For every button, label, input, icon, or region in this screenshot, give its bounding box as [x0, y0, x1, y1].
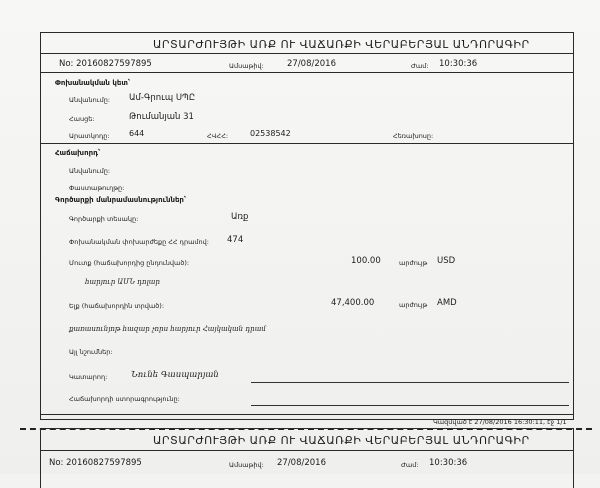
copy-time-label: Ժամ:	[401, 461, 419, 469]
point-tin-label: ՀՎՀՀ:	[207, 132, 229, 140]
copy-date-value: 27/08/2016	[277, 458, 326, 468]
client-signature-line	[251, 405, 569, 406]
date-label: Ամսաթիվ:	[229, 62, 264, 70]
notes-label: Այլ նշումներ:	[69, 348, 113, 356]
footer-divider	[41, 414, 573, 415]
amount-out-unit-label: արժույթ	[399, 301, 428, 309]
date-value: 27/08/2016	[287, 59, 336, 69]
receipt-form	[40, 32, 574, 426]
copy-time-value: 10:30:36	[429, 458, 468, 468]
client-passport-label: Փաստաթուղթը:	[69, 184, 125, 192]
copy-date-label: Ամսաթիվ:	[229, 461, 264, 469]
point-divider	[41, 143, 573, 144]
amount-in-words: հարյուր ԱՄՆ դոլար	[85, 278, 160, 286]
header-divider	[41, 72, 573, 73]
cashier-name: Նունե Գասպարյան	[131, 370, 219, 380]
receipt-form-copy	[40, 428, 574, 488]
point-name-label: Անվանումը:	[69, 96, 111, 104]
cashier-signature-line	[251, 382, 569, 383]
copy-title-divider	[41, 450, 573, 451]
copy-receipt-number: No: 20160827597895	[49, 458, 142, 468]
client-name-label: Անվանումը:	[69, 167, 111, 175]
amount-out-words: քառասունյոթ հազար չորս հարյուր Հայկական դրամ	[69, 325, 266, 333]
title-divider	[41, 53, 573, 54]
time-value: 10:30:36	[439, 59, 478, 69]
transaction-type-label: Գործարքի տեսակը:	[69, 215, 139, 223]
point-code-label: Արատկոդը:	[69, 132, 110, 140]
exchange-rate-label: Փոխանակման փոխարժեքը ՀՀ դրամով:	[69, 238, 209, 246]
point-address-label: Հասցե:	[69, 115, 95, 123]
cashier-label: Կատարող:	[69, 373, 108, 381]
amount-in-value: 100.00	[351, 256, 381, 266]
form-title: ԱՐՏԱՐԺՈՒՅԹԻ ԱՌՔ ՈՒ ՎԱՃԱՌՔԻ ՎԵՐԱԲԵՐՅԱԼ ԱՆԴՈՐԱԳԻՐ	[153, 38, 530, 51]
receipt-number: No: 20160827597895	[59, 59, 152, 69]
client-heading: Հաճախորդ՝	[55, 149, 101, 157]
amount-out-label: Ելք (հաճախորդին տրված):	[69, 302, 165, 310]
point-tin-value: 02538542	[250, 129, 291, 138]
exchange-point-heading: Փոխանակման կետ՝	[55, 79, 131, 87]
point-phone-label: Հեռախոսը:	[393, 132, 434, 140]
point-address-value: Թումանյան 31	[129, 112, 194, 122]
amount-out-value: 47,400.00	[331, 298, 375, 308]
time-label: Ժամ:	[411, 62, 429, 70]
amount-in-unit-label: արժույթ	[399, 259, 428, 267]
print-info: Կազմված է 27/08/2016 16:30:11, էջ 1/1	[433, 418, 567, 426]
transaction-type-value: Առք	[231, 212, 249, 222]
exchange-rate-value: 474	[227, 235, 244, 245]
amount-out-currency: AMD	[437, 298, 457, 308]
point-code-value: 644	[129, 129, 145, 138]
amount-in-currency: USD	[437, 256, 456, 266]
point-name-value: Ամ-Գրուպ ՍՊԸ	[129, 93, 196, 103]
copy-form-title: ԱՐՏԱՐԺՈՒՅԹԻ ԱՌՔ ՈՒ ՎԱՃԱՌՔԻ ՎԵՐԱԲԵՐՅԱԼ ԱՆԴՈՐԱԳԻՐ	[153, 434, 530, 447]
transaction-heading: Գործարքի մանրամասնություններ՝	[55, 196, 187, 204]
client-signature-label: Հաճախորդի ստորագրությունը:	[69, 395, 180, 403]
amount-in-label: Մուտք (հաճախորդից ընդունված):	[69, 259, 190, 267]
